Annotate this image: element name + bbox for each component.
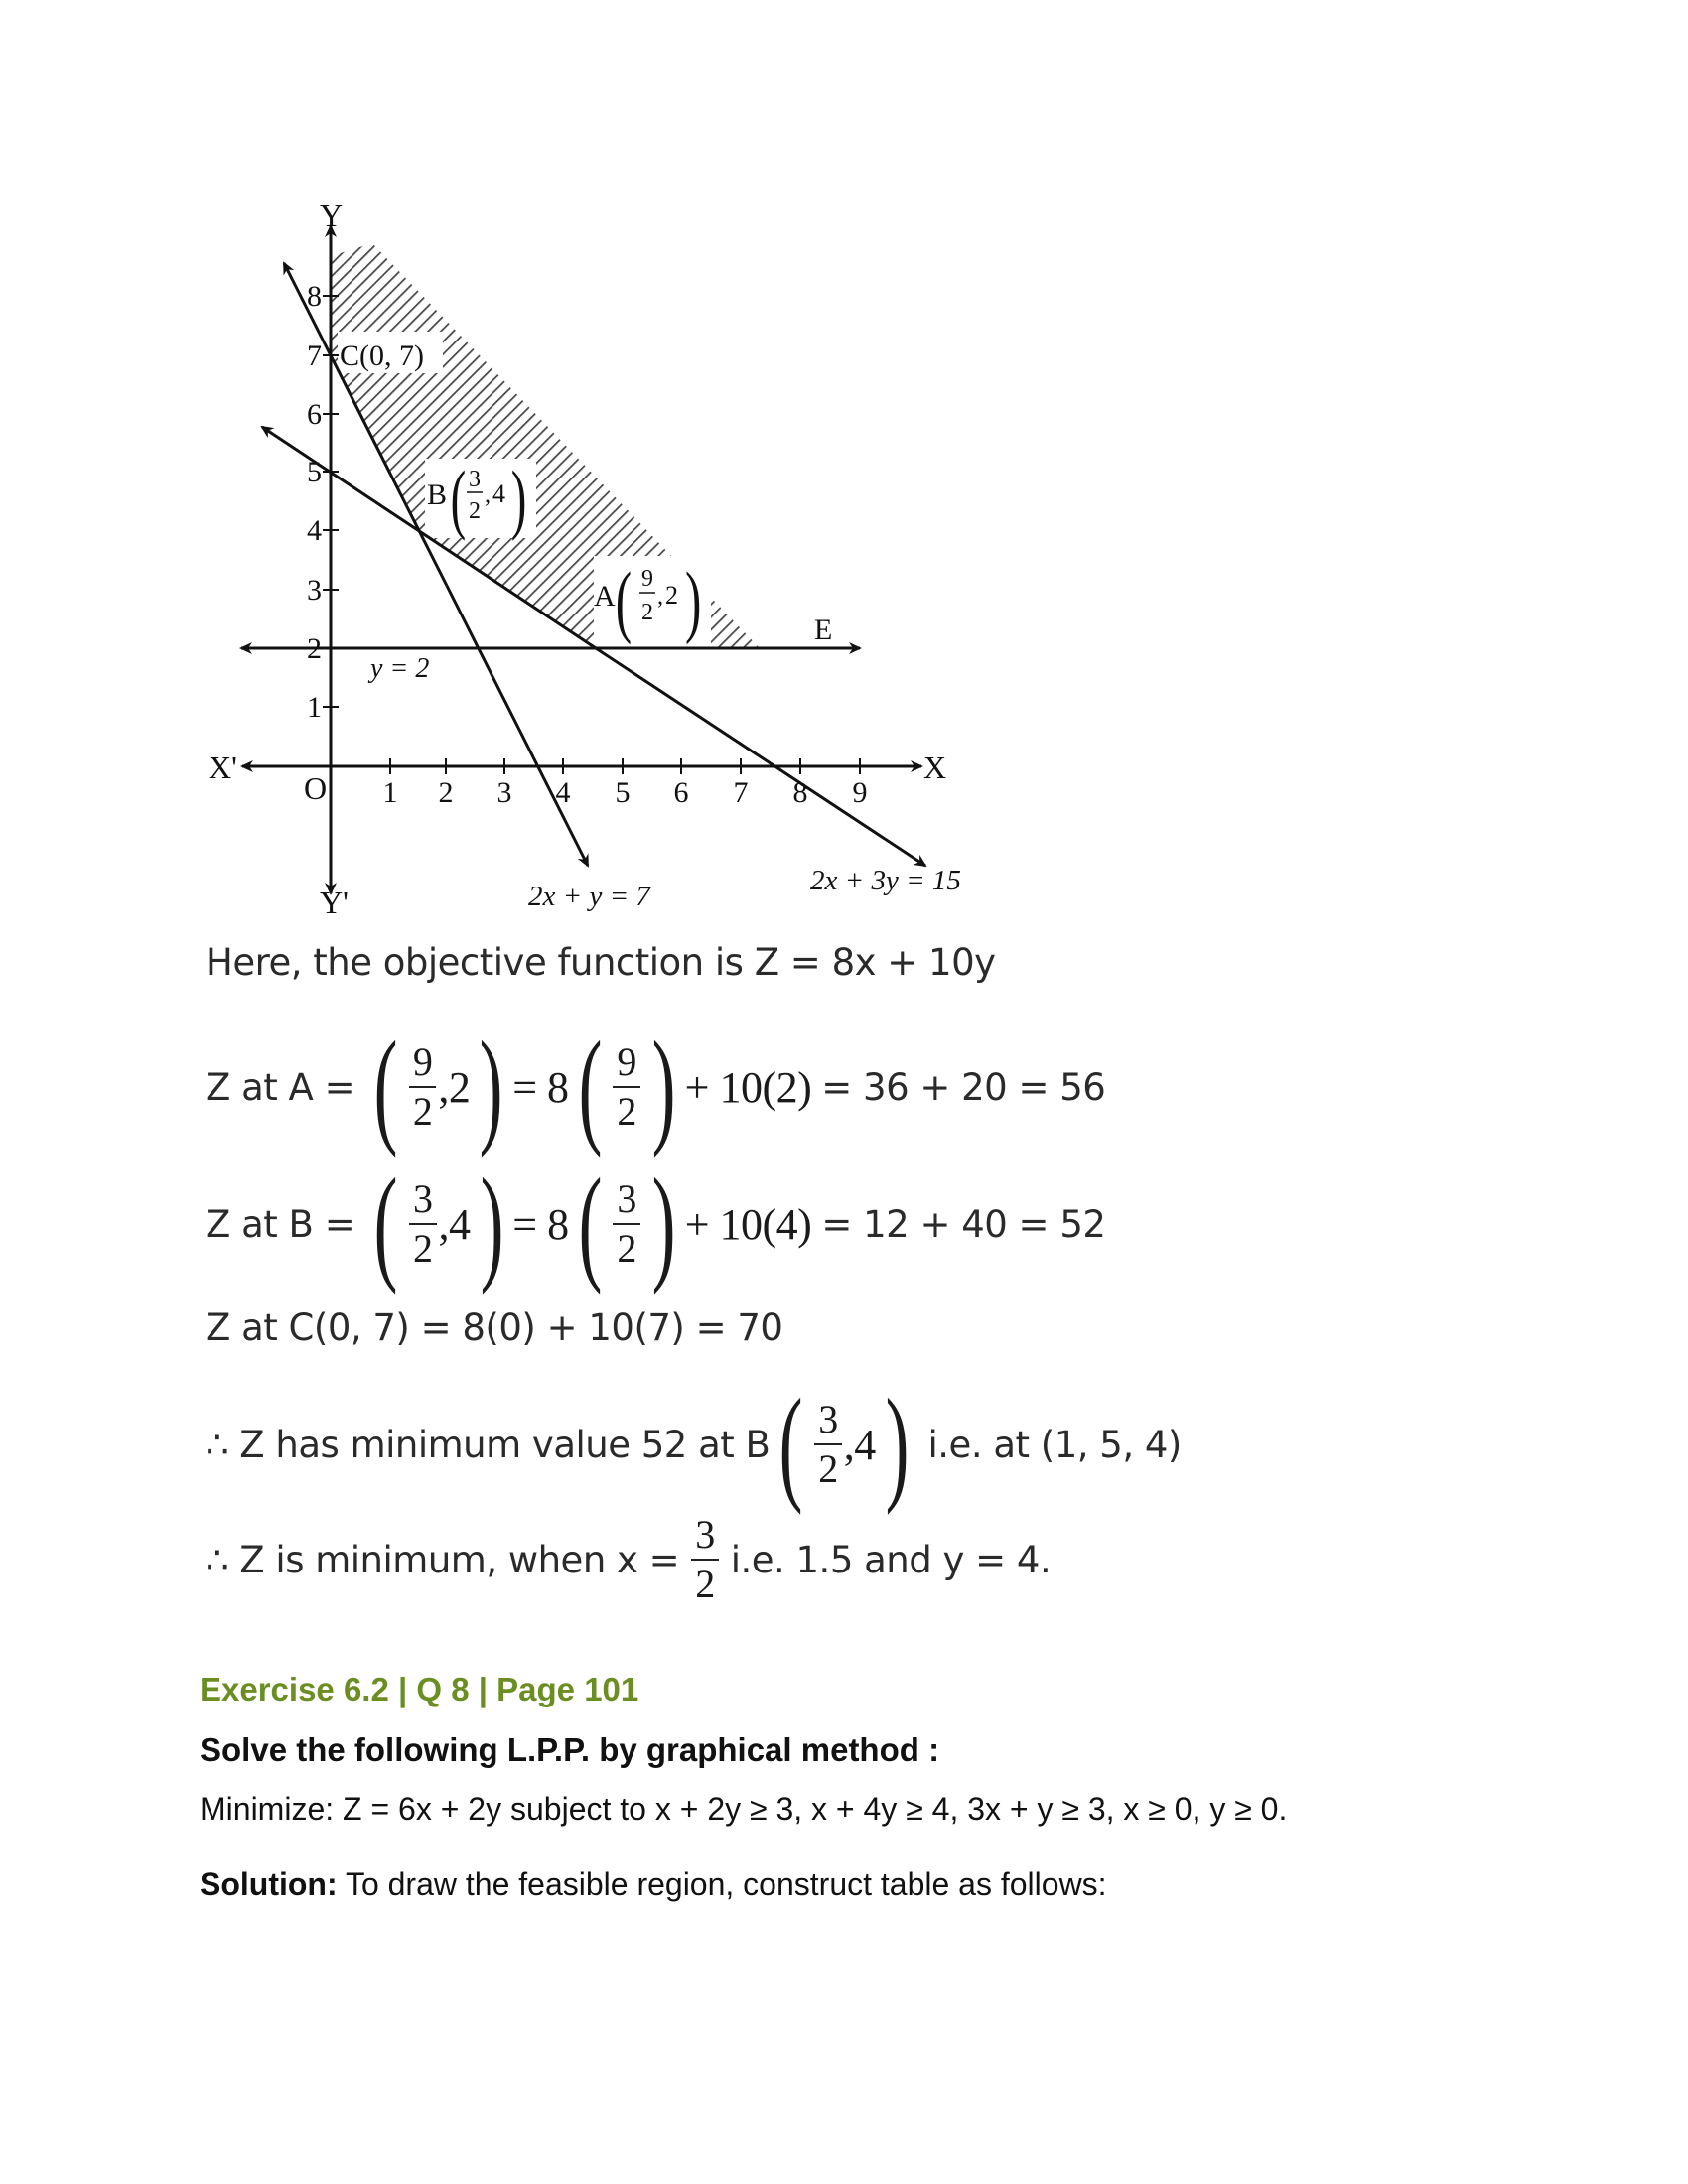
solution-text: To draw the feasible region, construct table as follows: [337,1866,1107,1902]
min-when-line [206,1514,1051,1605]
z-at-c-line: Z at C(0, 7) = 8(0) + 10(7) = 70 [206,1306,783,1349]
paren-open-icon: ( [779,1373,803,1516]
vertex-a-frac-num: 9 [641,566,653,592]
y-tick-label: 3 [307,574,322,607]
vertex-a-y: 2 [665,581,678,610]
paren-close-icon: ) [651,1016,676,1159]
vertex-b-paren-close: ) [510,455,527,541]
min-when-suffix: i.e. 1.5 and y = 4. [730,1538,1052,1581]
x-tick-label: 5 [615,776,631,809]
vertex-a-paren-open: ( [615,555,633,646]
solution-intro [200,1866,1107,1903]
exercise-heading: Exercise 6.2 | Q 8 | Page 101 [200,1671,639,1707]
y-tick-label: 1 [307,691,322,724]
x-axis-label: X [923,750,947,785]
z-at-b-prefix: Z at B = [206,1202,355,1246]
min-value-prefix: ∴ Z has minimum value 52 at B [206,1423,771,1466]
x-neg-axis-label: X' [209,750,237,785]
solution-label: Solution: [200,1866,338,1902]
line-y2-label: y = 2 [370,653,430,684]
x-tick-label: 2 [438,776,454,809]
min-value-line: ∴ Z has minimum value 52 at B ( $\frac{3}{2}$ , 4 ) i.e. at (1, 5, 4) [206,1373,1182,1516]
fraction: $\frac{9}{2}$ [409,1041,437,1133]
y-tick-label: 8 [307,280,322,313]
x-tick-label: 6 [673,776,689,809]
paren-open-icon: ( [373,1016,398,1159]
vertex-c-label: C(0, 7) [340,340,424,372]
vertex-b-y: 4 [492,479,505,508]
y-axis-label: Y [320,198,344,233]
x-tick-label: 7 [733,776,749,809]
fraction: $\frac{3}{2}$ [409,1178,437,1270]
y-tick-label: 4 [307,514,322,547]
min-when-prefix: ∴ Z is minimum, when x = [206,1538,680,1581]
vertex-a-comma: , [657,584,663,610]
fraction: $\frac{9}{2}$ [613,1041,640,1133]
line-2x-plus-3y-15-lower [596,648,925,866]
vertex-b-comma: , [485,482,491,508]
vertex-b-letter: B [427,478,448,511]
y-tick-label: 7 [307,340,322,372]
z-at-b-result: = 12 + 40 = 52 [821,1202,1106,1246]
z-at-b-line: Z at B = ( $\frac{3}{2}$ , 4 ) = 8 ( $\frac{3}{2}$ ) + 10(4) = 12 + 40 = 52 [206,1153,1106,1296]
lpp-graph [0,0,1688,933]
paren-open-icon: ( [373,1153,398,1296]
origin-label: O [304,770,328,806]
x-tick-label: 4 [555,776,571,809]
y-tick-label: 6 [307,398,322,431]
x-tick-label: 3 [496,776,512,809]
paren-close-icon: ) [480,1153,503,1296]
point-e-label: E [814,614,833,646]
question-title: Solve the following L.P.P. by graphical method : [200,1731,940,1768]
x-tick-label: 8 [792,776,808,809]
vertex-a-paren-close: ) [685,555,702,646]
vertex-b-frac-den: 2 [469,498,481,524]
paren-open-icon: ( [578,1153,602,1296]
x-tick-label: 1 [382,776,398,809]
fraction: $\frac{3}{2}$ [691,1514,719,1605]
min-value-suffix: i.e. at (1, 5, 4) [927,1423,1182,1466]
vertex-b-paren-open: ( [450,455,467,541]
z-at-a-result: = 36 + 20 = 56 [821,1065,1106,1109]
x-tick-label: 9 [852,776,868,809]
objective-function-text: Here, the objective function is Z = 8x + 10y [206,941,996,984]
fraction: $\frac{3}{2}$ [613,1178,640,1270]
paren-close-icon: ) [480,1016,503,1159]
z-at-a-line: Z at A = ( $\frac{9}{2}$ , 2 ) = 8 ( $\frac{9}{2}$ ) + 10(2) = 36 + 20 = 56 [206,1016,1106,1159]
z-at-a-prefix: Z at A = [206,1065,355,1109]
paren-close-icon: ) [885,1373,909,1516]
y-neg-axis-label: Y' [320,885,349,920]
line-2x-3y-15-label: 2x + 3y = 15 [810,865,961,896]
y-tick-label: 2 [307,632,322,665]
paren-open-icon: ( [578,1016,602,1159]
y-tick-label: 5 [307,456,322,488]
fraction: $\frac{3}{2}$ [814,1399,842,1490]
paren-close-icon: ) [651,1153,676,1296]
vertex-b-frac-num: 3 [469,467,481,492]
question-statement: Minimize: Z = 6x + 2y subject to x + 2y ≥ 3, x + 4y ≥ 4, 3x + y ≥ 3, x ≥ 0, y ≥ 0. [200,1791,1288,1827]
vertex-a-letter: A [594,580,616,613]
vertex-a-frac-den: 2 [641,600,653,625]
line-2x-y-7-label: 2x + y = 7 [528,881,650,912]
